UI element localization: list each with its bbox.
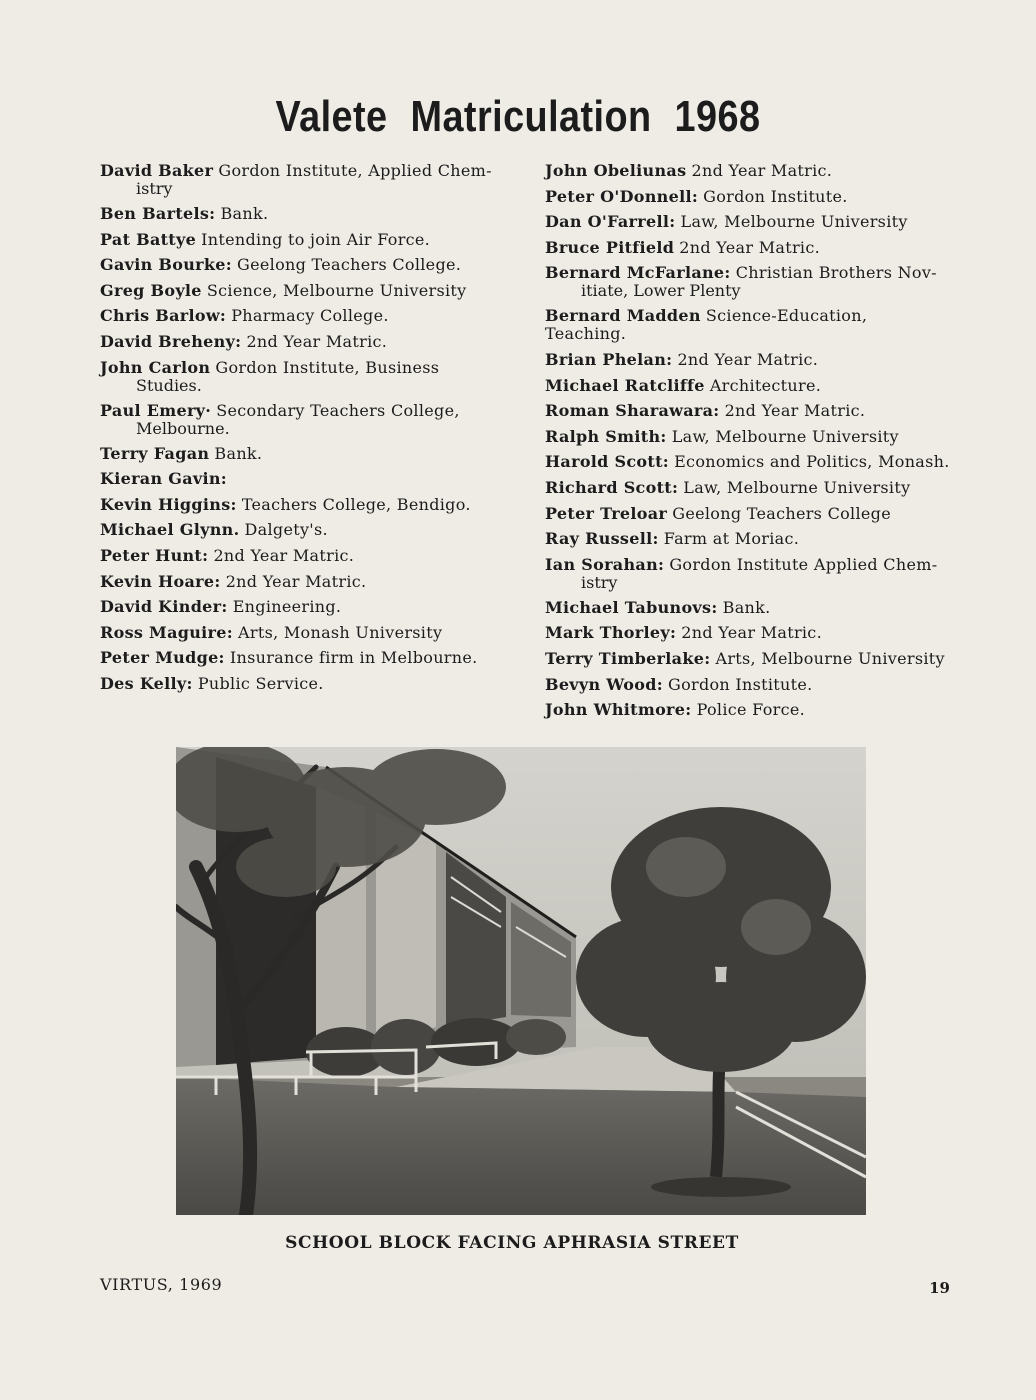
student-destination-continued: istry — [581, 572, 618, 592]
photo-caption: SCHOOL BLOCK FACING APHRASIA STREET — [285, 1233, 739, 1253]
matriculant-entry — [545, 624, 950, 642]
student-destination-continued: istry — [136, 179, 173, 198]
matriculant-entry — [545, 453, 950, 471]
student-destination-continued: itiate, Lower Plenty — [581, 281, 741, 301]
student-name: Harold Scott: — [545, 452, 669, 472]
student-destination: Bank. — [214, 443, 263, 463]
student-destination: Architecture. — [709, 375, 822, 395]
student-destination-continued: Melbourne. — [136, 418, 230, 438]
student-destination: Gordon Institute. — [668, 674, 813, 694]
school-block-photo — [176, 747, 866, 1215]
matriculant-entry — [545, 650, 950, 668]
student-name: John Obeliunas — [545, 161, 687, 180]
matriculant-entry — [100, 359, 500, 395]
student-destination: 2nd Year Matric. — [679, 237, 820, 257]
matriculant-entry — [545, 213, 950, 231]
student-destination-continued: Studies. — [136, 375, 202, 395]
footer-publication: VIRTUS, 1969 — [100, 1275, 223, 1294]
student-destination: Law, Melbourne University — [683, 477, 911, 497]
student-name: Gavin Bourke: — [100, 255, 232, 275]
student-destination: 2nd Year Matric. — [724, 401, 866, 421]
student-destination: Pharmacy College. — [231, 306, 389, 326]
matriculant-entry — [545, 530, 950, 548]
student-destination: Public Service. — [197, 673, 324, 693]
student-name: Brian Phelan: — [545, 349, 673, 369]
student-name: Bernard McFarlane: — [545, 263, 731, 283]
matriculant-entry — [545, 377, 950, 395]
student-destination: 2nd Year Matric. — [225, 571, 367, 591]
student-name: David Breheny: — [100, 331, 242, 351]
student-name: David Baker — [100, 161, 214, 180]
matriculant-entry — [545, 556, 950, 592]
student-name: Michael Glynn. — [100, 520, 240, 540]
matriculant-entry — [545, 599, 950, 617]
student-name: John Carlon — [100, 357, 211, 377]
matriculant-entry — [545, 264, 950, 300]
matriculant-entry — [545, 351, 950, 369]
student-destination: Bank. — [722, 597, 771, 617]
matriculant-entry — [545, 162, 950, 180]
student-name: Terry Timberlake: — [545, 648, 711, 668]
matriculant-entry — [545, 479, 950, 497]
student-name: Bevyn Wood: — [545, 674, 663, 694]
student-destination: 2nd Year Matric. — [246, 331, 388, 351]
student-destination: Gordon Institute Applied Chem- — [669, 554, 938, 574]
matriculant-entry — [545, 402, 950, 420]
student-destination: Secondary Teachers College, — [216, 400, 460, 420]
matriculant-entry — [100, 624, 500, 642]
student-name: Michael Tabunovs: — [545, 597, 718, 617]
matriculant-entry — [100, 231, 500, 249]
student-destination: Farm at Moriac. — [663, 529, 800, 549]
student-name: Roman Sharawara: — [545, 401, 720, 421]
student-destination: Geelong Teachers College — [672, 503, 891, 523]
student-name: Ross Maguire: — [100, 622, 233, 642]
page-number: 19 — [929, 1279, 950, 1297]
student-name: Michael Ratcliffe — [545, 375, 705, 395]
matriculant-entry — [545, 239, 950, 257]
student-destination: Law, Melbourne University — [680, 212, 908, 232]
student-name: Peter O'Donnell: — [545, 186, 699, 206]
student-destination: Science, Melbourne University — [206, 280, 467, 300]
matriculant-entry — [100, 547, 500, 565]
student-destination: Teachers College, Bendigo. — [241, 494, 471, 514]
matriculant-entry — [100, 333, 500, 351]
student-destination: Arts, Monash University — [238, 622, 443, 642]
student-destination: 2nd Year Matric. — [681, 623, 822, 643]
matriculant-entry — [100, 402, 500, 438]
page-title: Valete Matriculation 1968 — [275, 92, 761, 141]
student-destination: 2nd Year Matric. — [677, 349, 819, 369]
student-destination: Engineering. — [232, 597, 342, 617]
student-name: Greg Boyle — [100, 280, 202, 300]
student-destination: Arts, Melbourne University — [715, 648, 945, 668]
student-destination: Bank. — [220, 204, 269, 223]
matriculant-entry — [545, 505, 950, 523]
matriculant-entry — [100, 307, 500, 325]
student-name: Richard Scott: — [545, 477, 679, 497]
matriculant-entry — [100, 573, 500, 591]
matriculant-entry — [100, 675, 500, 693]
matriculant-entry — [545, 428, 950, 446]
matriculant-entry — [100, 256, 500, 274]
student-name: Terry Fagan — [100, 443, 210, 463]
right-column — [545, 162, 950, 727]
matriculant-entry — [100, 470, 500, 488]
student-name: Kevin Higgins: — [100, 494, 237, 514]
student-destination: Christian Brothers Nov- — [735, 263, 937, 283]
student-destination: Insurance firm in Melbourne. — [229, 648, 478, 668]
student-name: John Whitmore: — [545, 700, 692, 720]
student-name: Ralph Smith: — [545, 426, 667, 446]
student-destination: Geelong Teachers College. — [237, 255, 462, 275]
student-destination: Economics and Politics, Monash. — [674, 452, 950, 472]
student-name: Des Kelly: — [100, 673, 193, 693]
left-column — [100, 162, 500, 701]
student-destination: 2nd Year Matric. — [691, 161, 833, 180]
student-name: Peter Hunt: — [100, 545, 209, 565]
matriculant-entry — [100, 521, 500, 539]
student-name: Ben Bartels: — [100, 204, 216, 223]
matriculant-entry — [545, 307, 950, 343]
student-destination: Police Force. — [696, 700, 805, 720]
matriculant-entry — [100, 445, 500, 463]
student-destination: Gordon Institute, Business — [215, 357, 440, 377]
student-name: Bernard Madden — [545, 306, 701, 326]
matriculant-entry — [100, 282, 500, 300]
student-name: Ray Russell: — [545, 529, 659, 549]
student-name: Pat Battye — [100, 229, 197, 249]
matriculant-entry — [100, 496, 500, 514]
student-name: Paul Emery· — [100, 400, 212, 420]
student-destination: Law, Melbourne University — [671, 426, 899, 446]
student-name: Bruce Pitfield — [545, 237, 675, 257]
student-name: Chris Barlow: — [100, 306, 227, 326]
matriculant-entry — [100, 205, 500, 223]
matriculant-entry — [100, 649, 500, 667]
student-destination: Gordon Institute. — [703, 186, 848, 206]
matriculant-entry — [545, 188, 950, 206]
student-destination: Science-Education, Teaching. — [545, 306, 868, 344]
student-name: David Kinder: — [100, 597, 228, 617]
student-destination: Gordon Institute, Applied Chem- — [218, 161, 492, 180]
matriculant-entry — [100, 598, 500, 616]
student-name: Kieran Gavin: — [100, 469, 228, 489]
student-destination: 2nd Year Matric. — [213, 545, 355, 565]
student-name: Dan O'Farrell: — [545, 212, 676, 232]
student-name: Peter Treloar — [545, 503, 668, 523]
student-destination: Intending to join Air Force. — [201, 229, 431, 249]
student-name: Mark Thorley: — [545, 623, 677, 643]
student-name: Ian Sorahan: — [545, 554, 665, 574]
matriculant-entry — [545, 676, 950, 694]
school-block-illustration — [176, 747, 866, 1215]
student-name: Peter Mudge: — [100, 648, 225, 668]
matriculant-entry — [545, 701, 950, 719]
student-name: Kevin Hoare: — [100, 571, 221, 591]
student-destination: Dalgety's. — [244, 520, 328, 540]
matriculant-entry — [100, 162, 500, 198]
